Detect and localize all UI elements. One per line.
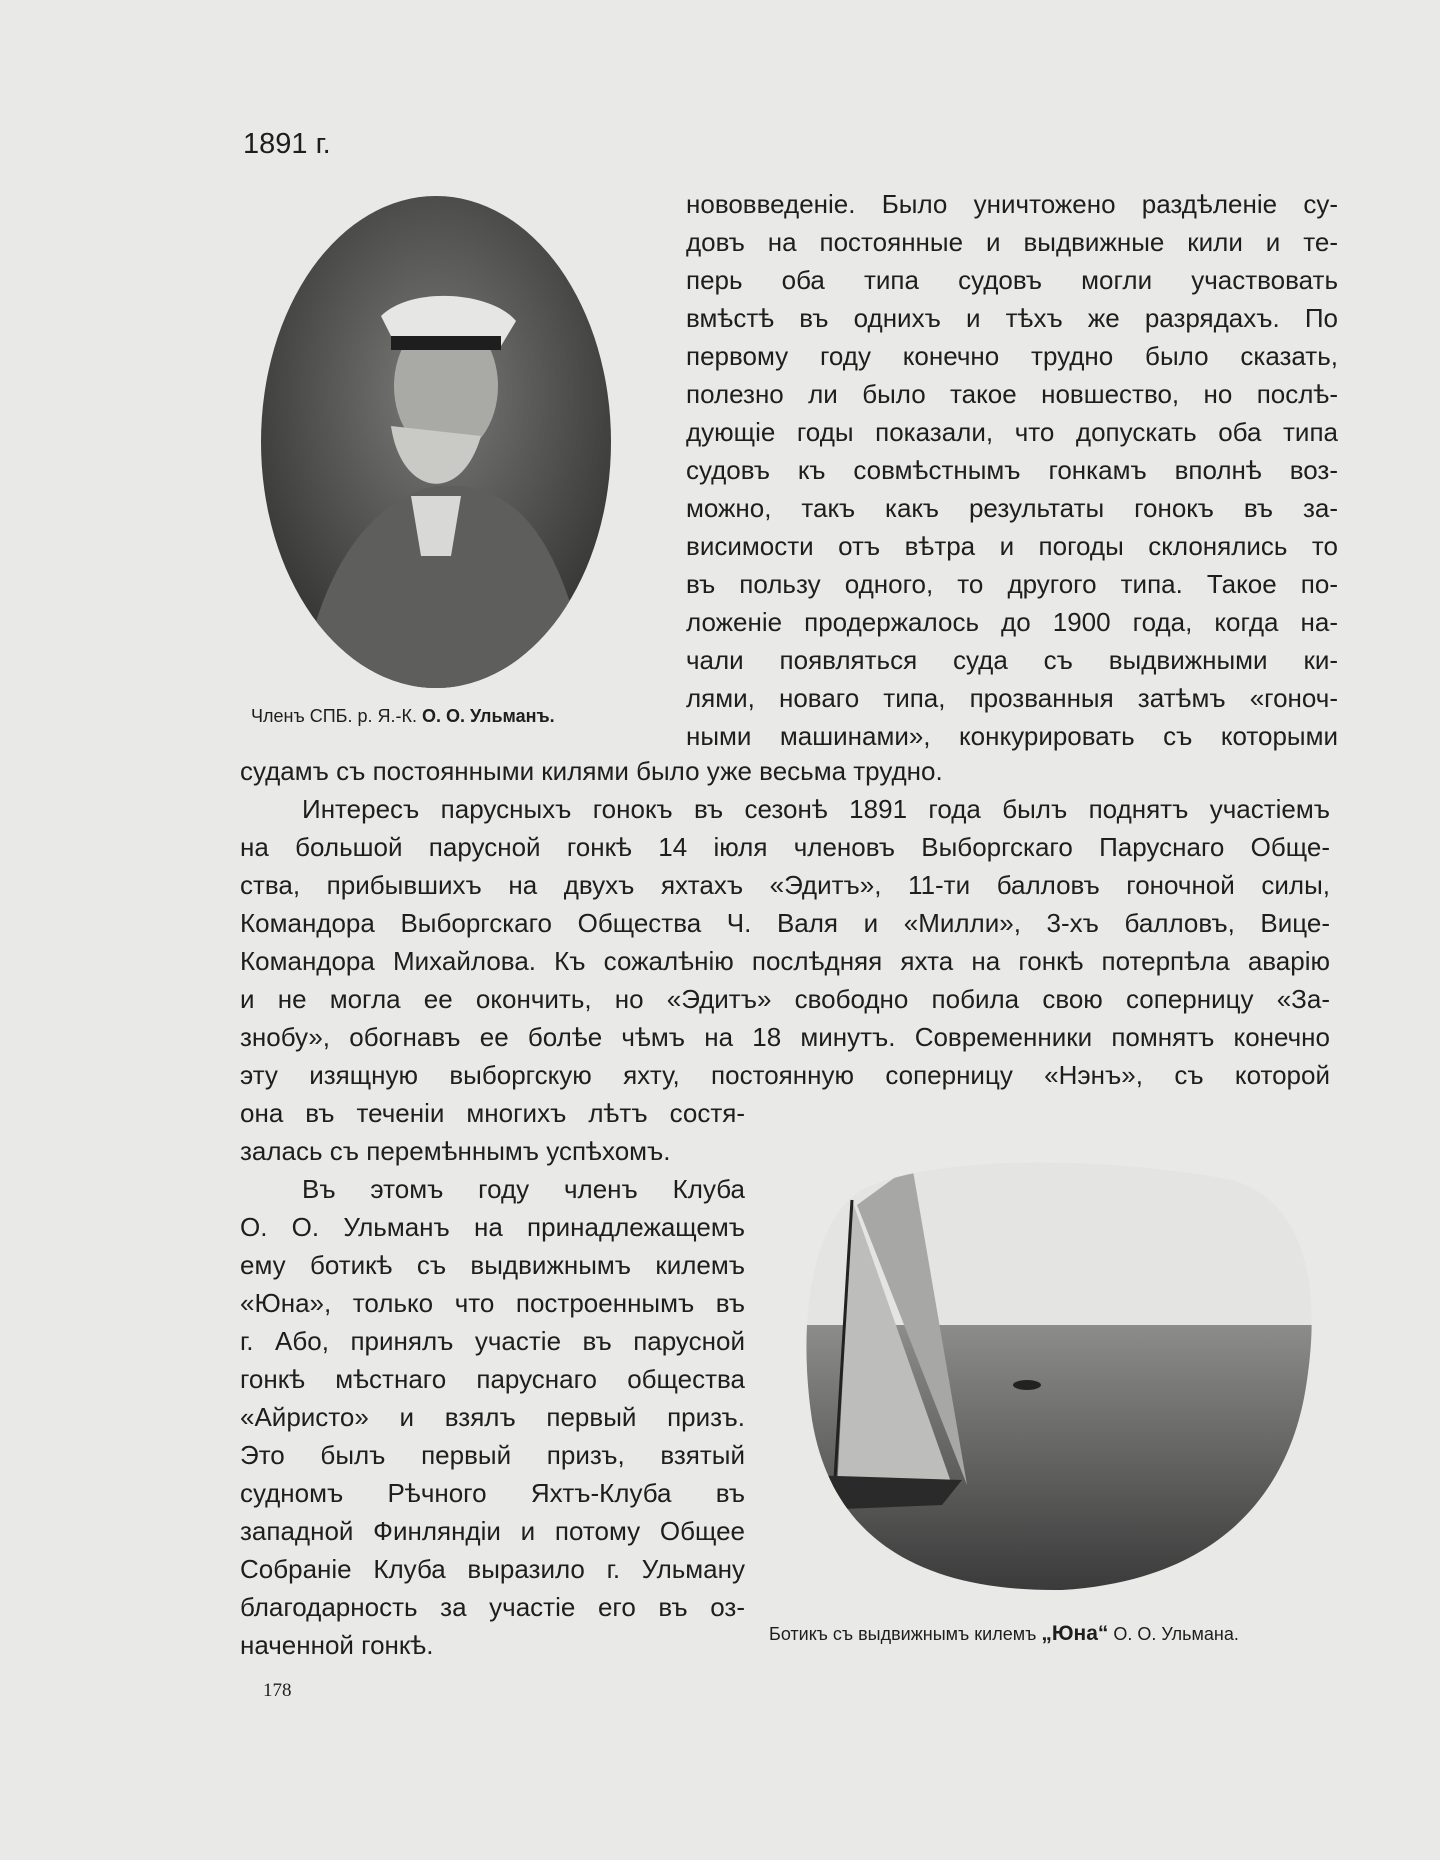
text-line: Командора Михайлова. Къ сожалѣнію послѣдняя яхта на гонкѣ потерпѣла аварію: [240, 946, 1330, 976]
text-line: ему ботикѣ съ выдвижнымъ килемъ: [240, 1250, 745, 1280]
text-line: ства, прибывшихъ на двухъ яхтахъ «Эдитъ», 11-ти балловъ гоночной силы,: [240, 870, 1330, 900]
text-line: лями, новаго типа, прозванныя затѣмъ «гоноч-: [686, 683, 1338, 713]
full-width-text: [240, 752, 1330, 1094]
portrait-image: [261, 196, 611, 688]
text-line: нововведеніе. Было уничтожено раздѣленіе су-: [686, 189, 1338, 219]
text-line: эту изящную выборгскую яхту, постоянную соперницу «Нэнъ», съ которой: [240, 1060, 1330, 1090]
page-year-heading: 1891 г.: [243, 128, 331, 160]
left-column-text: [240, 1094, 745, 1664]
text-line: судовъ къ совмѣстнымъ гонкамъ вполнѣ воз-: [686, 455, 1338, 485]
text-line: О. О. Ульманъ на принадлежащемъ: [240, 1212, 745, 1242]
text-line: благодарность за участіе его въ оз-: [240, 1592, 745, 1622]
boat-caption-suffix: О. О. Ульмана.: [1113, 1624, 1239, 1644]
text-line: залась съ перемѣннымъ успѣхомъ.: [240, 1136, 671, 1166]
text-line: «Айристо» и взялъ первый призъ.: [240, 1402, 745, 1432]
text-line: г. Або, принялъ участіе въ парусной: [240, 1326, 745, 1356]
text-line: «Юна», только что построеннымъ въ: [240, 1288, 745, 1318]
text-line: Это былъ первый призъ, взятый: [240, 1440, 745, 1470]
text-line: довъ на постоянные и выдвижные кили и те-: [686, 227, 1338, 257]
text-line: перь оба типа судовъ могли участвовать: [686, 265, 1338, 295]
text-line: гонкѣ мѣстнаго паруснаго общества: [240, 1364, 745, 1394]
portrait-caption-prefix: Членъ СПБ. р. Я.-К.: [251, 706, 417, 726]
text-line: полезно ли было такое новшество, но послѣ-: [686, 379, 1338, 409]
portrait-caption: [251, 706, 555, 727]
boat-caption-name: „Юна“: [1041, 1622, 1109, 1645]
portrait-caption-name: О. О. Ульманъ.: [421, 706, 555, 726]
boat-caption: [769, 1622, 1239, 1646]
text-line: судномъ Рѣчного Яхтъ-Клуба въ: [240, 1478, 745, 1508]
text-line: она въ теченіи многихъ лѣтъ состя-: [240, 1098, 745, 1128]
text-line: знобу», обогнавъ ее болѣе чѣмъ на 18 минутъ. Современники помнятъ конечно: [240, 1022, 1330, 1052]
right-column-text: [686, 185, 1338, 755]
text-line: судамъ съ постоянными килями было уже весьма трудно.: [240, 756, 943, 786]
text-line: ными машинами», конкурировать съ которыми: [686, 721, 1338, 751]
text-line: въ пользу одного, то другого типа. Такое по-: [686, 569, 1338, 599]
text-line: Командора Выборгскаго Общества Ч. Валя и «Милли», 3-хъ балловъ, Вице-: [240, 908, 1330, 938]
sailboat-image: [802, 1160, 1316, 1592]
text-line: вмѣстѣ въ однихъ и тѣхъ же разрядахъ. По: [686, 303, 1338, 333]
boat-caption-prefix: Ботикъ съ выдвижнымъ килемъ: [769, 1624, 1037, 1644]
text-line: чали появляться суда съ выдвижными ки-: [686, 645, 1338, 675]
boat-photo: [802, 1160, 1316, 1592]
text-line: дующіе годы показали, что допускать оба типа: [686, 417, 1338, 447]
text-line: и не могла ее окончить, но «Эдитъ» свободно побила свою соперницу «За-: [240, 984, 1330, 1014]
text-line: Въ этомъ году членъ Клуба: [302, 1174, 745, 1204]
text-line: Собраніе Клуба выразило г. Ульману: [240, 1554, 745, 1584]
text-line: на большой парусной гонкѣ 14 іюля членовъ Выборгскаго Паруснаго Обще-: [240, 832, 1330, 862]
portrait-photo: [261, 196, 611, 688]
text-line: Интересъ парусныхъ гонокъ въ сезонѣ 1891 года былъ поднятъ участіемъ: [302, 794, 1330, 824]
text-line: ложеніе продержалось до 1900 года, когда на-: [686, 607, 1338, 637]
text-line: наченной гонкѣ.: [240, 1630, 434, 1660]
text-line: можно, такъ какъ результаты гонокъ въ за-: [686, 493, 1338, 523]
text-line: первому году конечно трудно было сказать,: [686, 341, 1338, 371]
text-line: висимости отъ вѣтра и погоды склонялись то: [686, 531, 1338, 561]
page-number: 178: [263, 1680, 292, 1701]
text-line: западной Финляндіи и потому Общее: [240, 1516, 745, 1546]
